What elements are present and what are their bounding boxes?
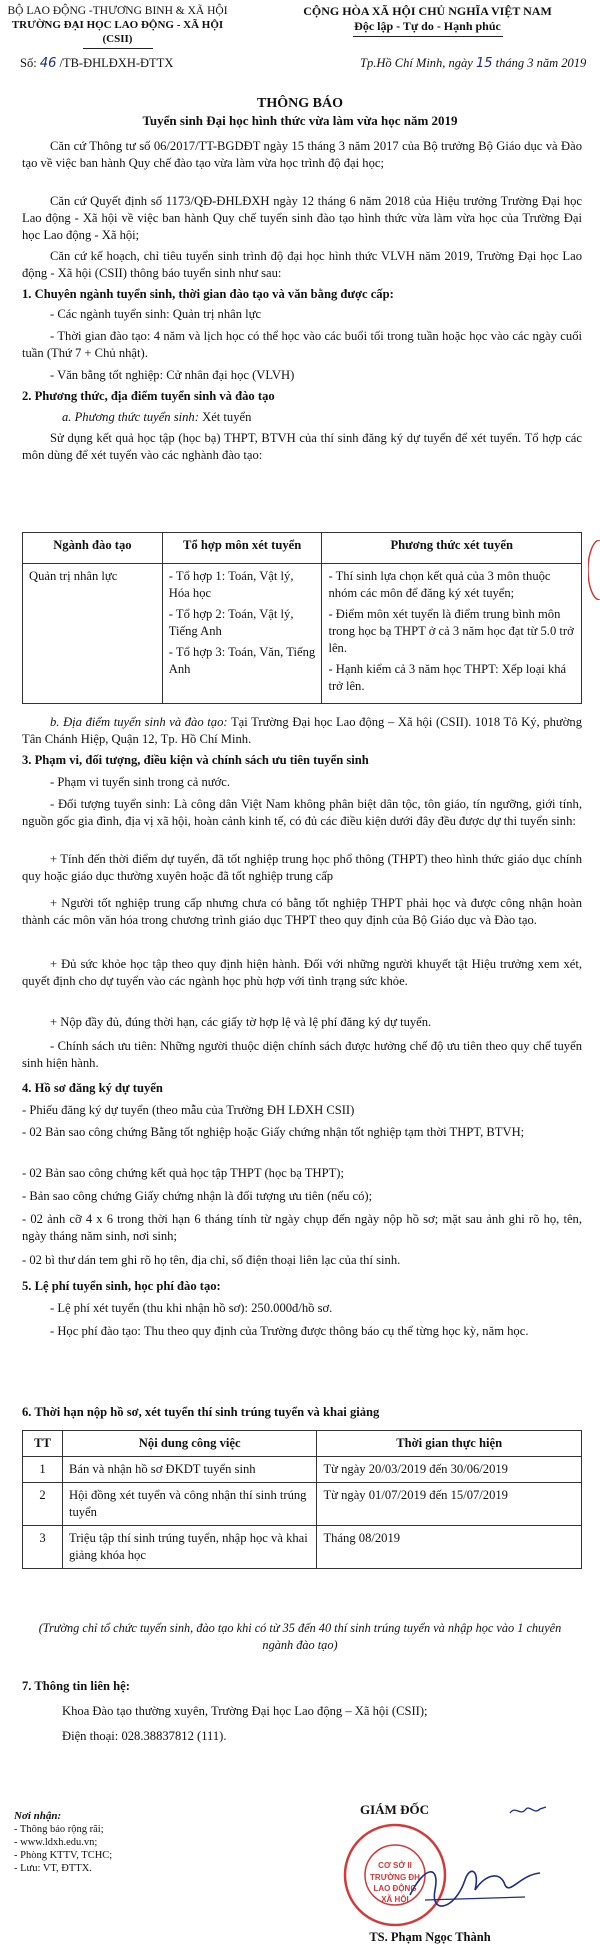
section-1-heading: 1. Chuyên ngành tuyển sinh, thời gian đào tạo và văn bằng được cấp: (22, 287, 394, 301)
section-5-item: - Học phí đào tạo: Thu theo quy định của Trường được thông báo cụ thể từng học kỳ, năm học. (50, 1324, 529, 1338)
handwritten-signature (405, 1855, 545, 1915)
admission-table-header (23, 533, 582, 564)
ministry-name: BỘ LAO ĐỘNG -THƯƠNG BINH & XÃ HỘI (7, 5, 228, 17)
section-2a-value: Xét tuyển (202, 410, 252, 424)
section-2b-value: Tại Trường Đại học Lao động – Xã hội (CSII). 1018 Tô Ký, phường Tân Chánh Hiệp, Quận 12, Tp. Hồ Chí Minh. (22, 715, 582, 746)
header-rule-left (83, 48, 153, 49)
section-3-item: + Đủ sức khỏe học tập theo quy định hiện hành. Đối với những người khuyết tật Hiệu trưởng xem xét, quyết định cho dự tuyển vào các ngành học phù hợp với tình trạng sức khỏe. (22, 957, 582, 988)
combo-item: - Tổ hợp 1: Toán, Vật lý, Hóa học (168, 569, 294, 600)
national-motto: Độc lập - Tự do - Hạnh phúc (354, 19, 501, 33)
section-1-item: - Văn bằng tốt nghiệp: Cử nhân đại học (VLVH) (50, 368, 295, 382)
section-3-item: + Người tốt nghiệp trung cấp nhưng chưa có bằng tốt nghiệp THPT phải học và được công nhận hoàn thành các môn văn hóa trong chương trình giáo dục THPT theo quy định của Bộ Giáo dục và Đào tạo. (22, 896, 582, 927)
schedule-table (22, 1430, 582, 1569)
cell-task: Hội đồng xét tuyển và công nhận thí sinh trúng tuyển (62, 1483, 316, 1526)
section-2-intro: Sử dụng kết quả học tập (học bạ) THPT, BTVH của thí sinh đăng ký dự tuyển để xét tuyển. Tổ hợp các môn dùng để xét tuyển vào các nghành đào tạo: (22, 431, 582, 462)
document-subtitle: Tuyển sinh Đại học hình thức vừa làm vừa học năm 2019 (142, 113, 458, 128)
combo-item: - Tổ hợp 2: Toán, Vật lý, Tiếng Anh (168, 607, 294, 638)
svg-text:LAO ĐỘNG: LAO ĐỘNG (373, 1884, 417, 1893)
cell-time: Từ ngày 20/03/2019 đến 30/06/2019 (317, 1457, 582, 1483)
section-3-item: - Đối tượng tuyển sinh: Là công dân Việt Nam không phân biệt dân tộc, tôn giáo, tín ngưỡng, giới tính, nguồn gốc gia đình, địa vị xã hội, hoàn cảnh kinh tế, có đủ các điều kiện dưới đây đều được dự thi tuyển sinh: (22, 797, 582, 828)
section-1-item: - Các ngành tuyển sinh: Quản trị nhân lực (50, 307, 262, 321)
header-rule-right (353, 36, 503, 37)
col-header-tt: TT (23, 1431, 63, 1457)
enrollment-note: (Trường chỉ tổ chức tuyển sinh, đào tạo khi có từ 35 đến 40 thí sinh trúng tuyển và nhập học vào 1 chuyên ngành đào tạo) (38, 1621, 562, 1652)
date-prefix: Tp.Hồ Chí Minh, ngày (360, 56, 473, 70)
document-date (360, 56, 586, 71)
document-number (20, 56, 173, 71)
signer-name: TS. Phạm Ngọc Thành (369, 1930, 491, 1944)
cell-combos (162, 564, 322, 704)
document-title: THÔNG BÁO (257, 96, 343, 111)
section-7-heading: 7. Thông tin liên hệ: (22, 1679, 130, 1693)
cell-tt: 3 (23, 1526, 63, 1569)
section-3-item: - Phạm vi tuyển sinh trong cả nước. (50, 775, 230, 789)
svg-text:CƠ SỞ II: CƠ SỞ II (378, 1861, 412, 1870)
col-header-major: Ngành đào tạo (23, 533, 163, 564)
section-4-item: - 02 Bản sao công chứng Bằng tốt nghiệp hoặc Giấy chứng nhận tốt nghiệp tạm thời THPT, BTVH; (22, 1125, 525, 1139)
initials-mark (508, 1803, 548, 1819)
section-4-heading: 4. Hồ sơ đăng ký dự tuyển (22, 1081, 163, 1095)
method-item: - Thí sinh lựa chọn kết quả của 3 môn thuộc nhóm các môn để đăng ký xét tuyển; (328, 569, 551, 600)
date-day-handwritten: 15 (475, 56, 493, 71)
doc-no-suffix: /TB-ĐHLĐXH-ĐTTX (59, 56, 174, 70)
col-header-task: Nội dung công việc (62, 1431, 316, 1457)
preamble-3: Căn cứ kế hoạch, chỉ tiêu tuyển sinh trình độ đại học hình thức VLVH năm 2019, Trường Đại học Lao động - Xã hội (CSII) thông báo tuyển sinh như sau: (22, 249, 582, 280)
margin-seal (588, 540, 600, 600)
contact-line-1: Khoa Đào tạo thường xuyên, Trường Đại học Lao động – Xã hội (CSII); (62, 1704, 428, 1718)
cell-tt: 2 (23, 1483, 63, 1526)
university-name: TRƯỜNG ĐẠI HỌC LAO ĐỘNG - XÃ HỘI (CSII) (11, 19, 224, 45)
section-2b (22, 714, 582, 748)
table-row (23, 1526, 582, 1569)
recipient-item: - Thông báo rộng rãi; (14, 1824, 104, 1835)
doc-no-prefix: Số: (20, 56, 37, 70)
section-2-heading: 2. Phương thức, địa điểm tuyển sinh và đào tạo (22, 389, 275, 403)
signer-title: GIÁM ĐỐC (360, 1802, 429, 1817)
date-suffix: tháng 3 năm 2019 (495, 56, 587, 70)
section-4-item: - Bản sao công chứng Giấy chứng nhận là đối tượng ưu tiên (nếu có); (22, 1189, 373, 1203)
recipient-item: - Lưu: VT, ĐTTX. (14, 1863, 92, 1874)
col-header-combos: Tổ hợp môn xét tuyển (162, 533, 322, 564)
method-item: - Hạnh kiểm cả 3 năm học THPT: Xếp loại khá trở lên. (328, 662, 567, 693)
doc-no-handwritten: 46 (39, 56, 57, 71)
preamble-2: Căn cứ Quyết định số 1173/QĐ-ĐHLĐXH ngày 12 tháng 6 năm 2018 của Hiệu trưởng Trường Đại học Lao động - Xã hội về việc ban hành Quy chế tuyển sinh đào tạo hình thức vừa làm vừa học của Trường Đại học Lao động - Xã hội; (22, 194, 582, 242)
svg-text:TRƯỜNG ĐH: TRƯỜNG ĐH (370, 1873, 420, 1882)
method-item: - Điểm môn xét tuyển là điểm trung bình môn trong học bạ THPT ở cả 3 năm học đạt từ 5.0 trở lên. (328, 607, 574, 655)
svg-text:XÃ HỘI: XÃ HỘI (381, 1895, 409, 1904)
cell-time: Tháng 08/2019 (317, 1526, 582, 1569)
section-4-item: - Phiếu đăng ký dự tuyển (theo mẫu của Trường ĐH LĐXH CSII) (22, 1103, 355, 1117)
schedule-table-header (23, 1431, 582, 1457)
section-1-item: - Thời gian đào tạo: 4 năm và lịch học có thể học vào các buổi tối trong tuần hoặc học vào các ngày cuối tuần (Thứ 7 + Chủ nhật). (22, 329, 582, 360)
section-2a (22, 409, 582, 426)
recipient-item: - Phòng KTTV, TCHC; (14, 1850, 113, 1861)
section-6-heading: 6. Thời hạn nộp hồ sơ, xét tuyển thí sinh trúng tuyển và khai giảng (22, 1405, 380, 1419)
recipients-label: Nơi nhận: (14, 1810, 62, 1822)
section-4-item: - 02 ảnh cỡ 4 x 6 trong thời hạn 6 tháng tính từ ngày chụp đến ngày nộp hồ sơ; mặt sau ảnh ghi rõ họ, tên, ngày tháng năm sinh, nơi sinh; (22, 1212, 582, 1243)
republic-name: CỘNG HÒA XÃ HỘI CHỦ NGHĨA VIỆT NAM (303, 4, 552, 18)
combo-item: - Tổ hợp 3: Toán, Văn, Tiếng Anh (168, 645, 316, 676)
section-5-item: - Lệ phí xét tuyển (thu khi nhận hồ sơ): 250.000đ/hồ sơ. (50, 1301, 333, 1315)
admission-table-row (23, 564, 582, 704)
cell-major: Quản trị nhân lực (23, 564, 163, 704)
recipients-block (14, 1810, 112, 1875)
section-2b-label: b. Địa điểm tuyển sinh và đào tạo: (50, 715, 228, 729)
section-3-item: + Tính đến thời điểm dự tuyển, đã tốt nghiệp trung học phổ thông (THPT) theo hình thức giáo dục chính quy hoặc giáo dục thường xuyên hoặc đã tốt nghiệp trung cấp (22, 852, 582, 883)
section-3-item: - Chính sách ưu tiên: Những người thuộc diện chính sách được hưởng chế độ ưu tiên theo quy chế tuyển sinh hiện hành. (22, 1039, 582, 1070)
preamble-1: Căn cứ Thông tư số 06/2017/TT-BGDĐT ngày 15 tháng 3 năm 2017 của Bộ trưởng Bộ Giáo dục và Đào tạo về việc ban hành Quy chế đào tạo vừa làm vừa học trình độ đại học; (22, 139, 582, 170)
section-3-heading: 3. Phạm vi, đối tượng, điều kiện và chính sách ưu tiên tuyển sinh (22, 753, 369, 767)
admission-table (22, 532, 582, 704)
contact-line-2: Điện thoại: 028.38837812 (111). (62, 1729, 227, 1743)
cell-tt: 1 (23, 1457, 63, 1483)
section-4-item: - 02 bì thư dán tem ghi rõ họ tên, địa chỉ, số điện thoại liên lạc của thí sinh. (22, 1253, 401, 1267)
national-header (255, 4, 600, 37)
col-header-time: Thời gian thực hiện (317, 1431, 582, 1457)
cell-methods (322, 564, 582, 704)
col-header-method: Phương thức xét tuyển (322, 533, 582, 564)
table-row (23, 1457, 582, 1483)
section-2a-label: a. Phương thức tuyển sinh: (62, 410, 199, 424)
section-4-item: - 02 Bản sao công chứng kết quả học tập THPT (học bạ THPT); (22, 1166, 344, 1180)
table-row (23, 1483, 582, 1526)
cell-task: Triệu tập thí sinh trúng tuyển, nhập học và khai giảng khóa học (62, 1526, 316, 1569)
agency-header (0, 4, 235, 49)
recipient-item: - www.ldxh.edu.vn; (14, 1837, 98, 1848)
section-3-item: + Nộp đầy đủ, đúng thời hạn, các giấy tờ hợp lệ và lệ phí đăng ký dự tuyển. (50, 1015, 432, 1029)
cell-task: Bán và nhận hồ sơ ĐKDT tuyển sinh (62, 1457, 316, 1483)
section-5-heading: 5. Lệ phí tuyển sinh, học phí đào tạo: (22, 1279, 221, 1293)
cell-time: Từ ngày 01/07/2019 đến 15/07/2019 (317, 1483, 582, 1526)
